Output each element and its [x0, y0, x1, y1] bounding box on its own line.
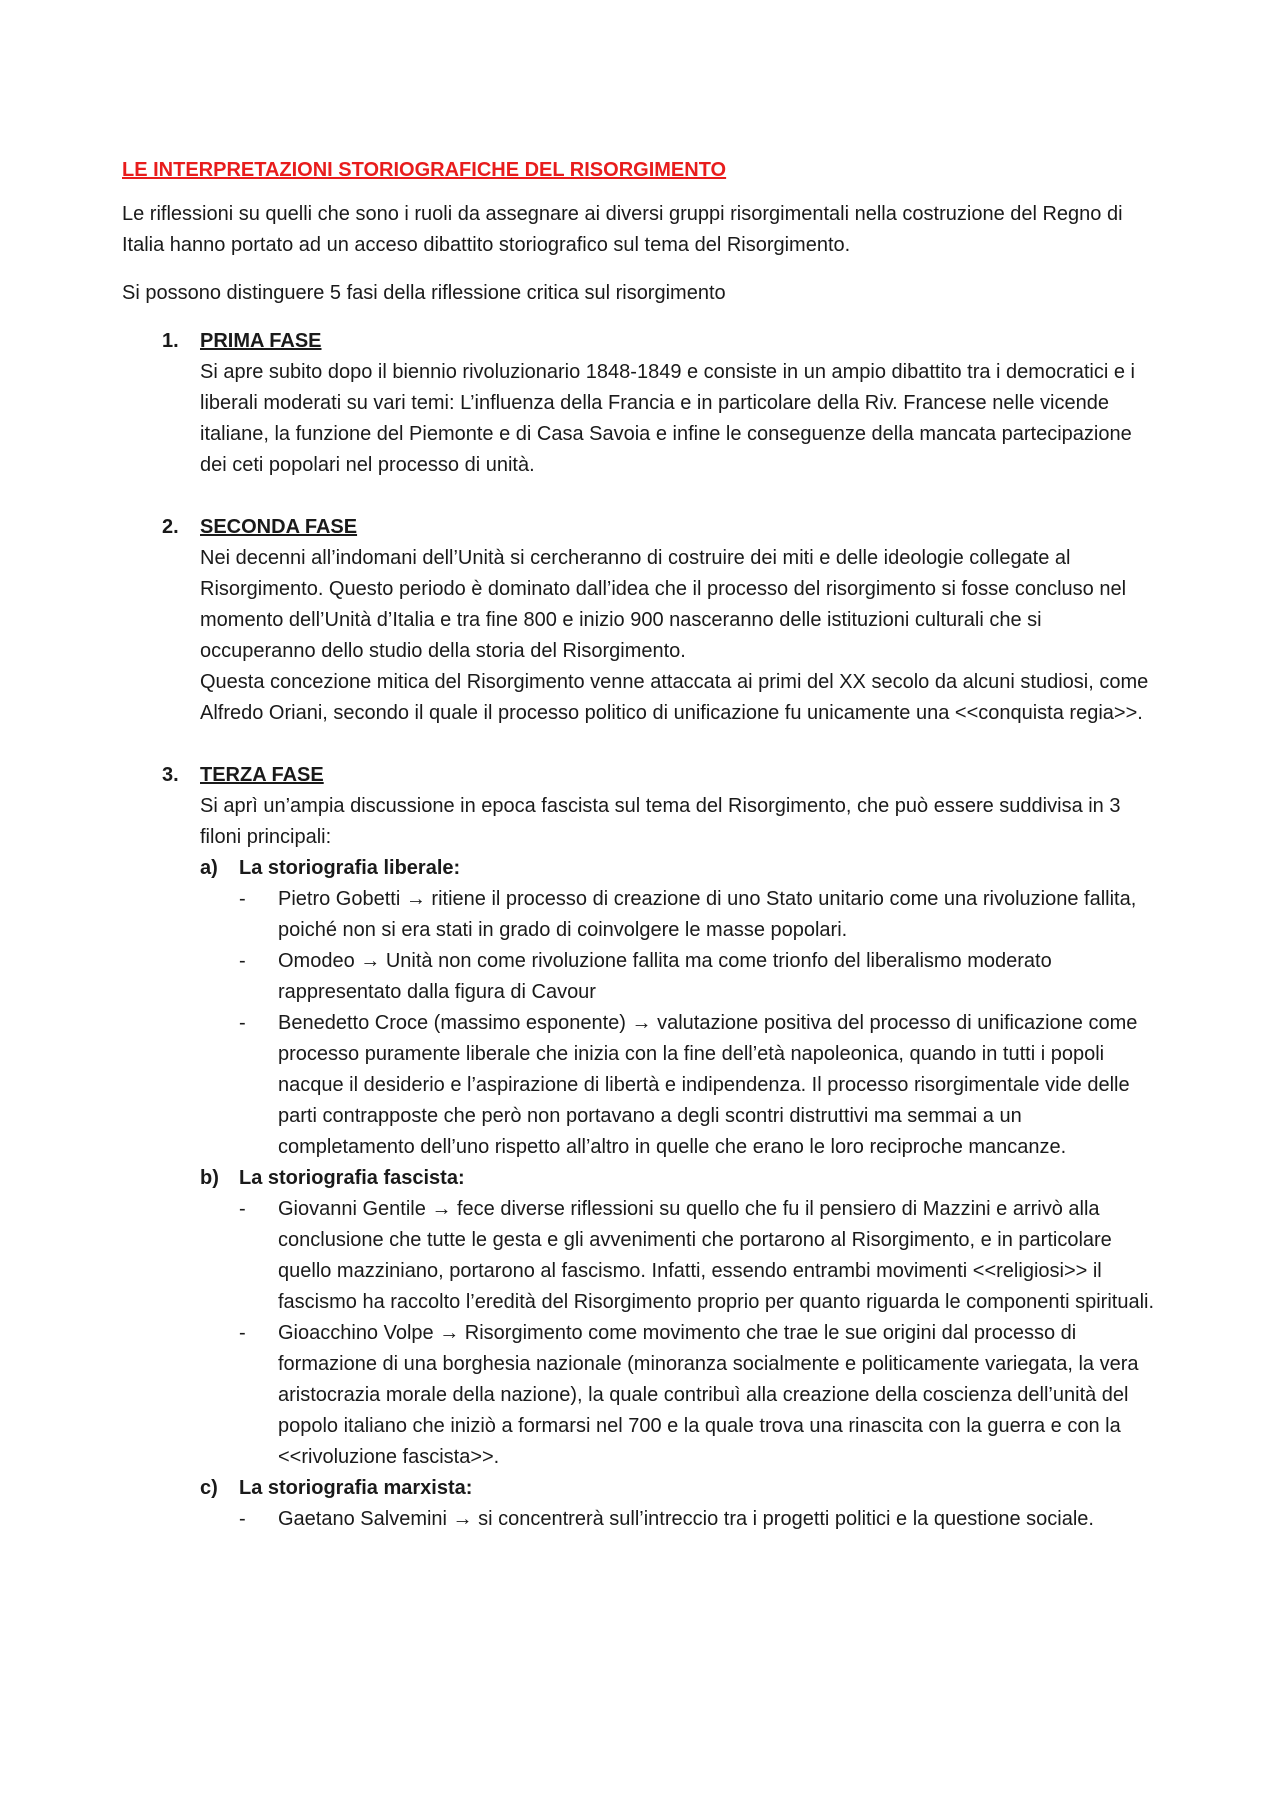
list-item — [239, 1504, 1160, 1535]
subsection-fascist — [200, 1163, 1160, 1473]
arrow-right-icon: → — [439, 1322, 460, 1344]
phase-number: 3. — [162, 764, 179, 786]
dash-bullet: - — [239, 1012, 246, 1034]
document-title: LE INTERPRETAZIONI STORIOGRAFICHE DEL RISORGIMENTO — [122, 159, 727, 181]
list-item — [239, 946, 1160, 1008]
dash-bullet: - — [239, 1508, 246, 1530]
subsection-letter: a) — [200, 857, 218, 879]
phase-3 — [122, 760, 1160, 1535]
author-name: Giovanni Gentile — [278, 1198, 426, 1220]
author-list — [239, 1194, 1160, 1473]
dash-bullet: - — [239, 888, 246, 910]
arrow-right-icon: → — [360, 950, 381, 972]
author-name: Omodeo — [278, 950, 355, 972]
phase-2 — [122, 512, 1160, 729]
author-description: fece diverse riflessioni su quello che fu il pensiero di Mazzini e arrivò alla conclusione che tutte le gesta e gli avvenimenti che portarono al Risorgimento, e in particolare quello mazziniano, portarono al fascismo. Infatti, essendo entrambi movimenti <<religiosi>> il fascismo ha raccolto l’eredità del Risorgimento proprio per quanto riguarda le componenti spirituali. — [278, 1198, 1155, 1313]
phase-text: Si apre subito dopo il biennio rivoluzionario 1848-1849 e consiste in un ampio dibattito tra i democratici e i liberali moderati su vari temi: L’influenza della Francia e in particolare della Riv. Francese nelle vicende italiane, la funzione del Piemonte e di Casa Savoia e infine le conseguenze della mancata partecipazione dei ceti popolari nel processo di unità. — [200, 361, 1135, 476]
author-description: Risorgimento come movimento che trae le sue origini dal processo di formazione di una borghesia nazionale (minoranza socialmente e politicamente variegata, la vera aristocrazia morale della nazione), la quale contribuì alla creazione della coscienza dell’unità del popolo italiano che iniziò a formarsi nel 700 e la quale trova una rinascita con la guerra e con la <<rivoluzione fascista>>. — [278, 1322, 1139, 1468]
phase-text: Si aprì un’ampia discussione in epoca fascista sul tema del Risorgimento, che può essere suddivisa in 3 filoni principali: — [200, 795, 1121, 848]
subsection-letter: c) — [200, 1477, 218, 1499]
subsection-letter: b) — [200, 1167, 219, 1189]
list-item — [239, 884, 1160, 946]
intro-paragraph: Si possono distinguere 5 fasi della riflessione critica sul risorgimento — [122, 282, 726, 304]
author-description: Unità non come rivoluzione fallita ma come trionfo del liberalismo moderato rappresentato dalla figura di Cavour — [278, 950, 1052, 1003]
phase-number: 2. — [162, 516, 179, 538]
dash-bullet: - — [239, 1322, 246, 1344]
arrow-right-icon: → — [405, 888, 426, 910]
list-item — [239, 1194, 1160, 1318]
author-name: Gaetano Salvemini — [278, 1508, 447, 1530]
arrow-right-icon: → — [431, 1198, 452, 1220]
subsection-title: La storiografia liberale: — [239, 857, 461, 879]
subsection-marxist — [200, 1473, 1160, 1535]
arrow-right-icon: → — [452, 1508, 473, 1530]
arrow-right-icon: → — [631, 1012, 652, 1034]
phase-title: TERZA FASE — [200, 764, 324, 786]
subsection-title: La storiografia marxista: — [239, 1477, 473, 1499]
author-list — [239, 884, 1160, 1163]
phase-text: Questa concezione mitica del Risorgimento venne attaccata ai primi del XX secolo da alcuni studiosi, come Alfredo Oriani, secondo il quale il processo politico di unificazione fu unicamente una <<conquista regia>>. — [200, 671, 1149, 724]
phase-number: 1. — [162, 330, 179, 352]
author-name: Benedetto Croce (massimo esponente) — [278, 1012, 626, 1034]
author-description: valutazione positiva del processo di unificazione come processo puramente liberale che inizia con la fine dell’età napoleonica, quando in tutti i popoli nacque il desiderio e l’aspirazione di libertà e indipendenza. Il processo risorgimentale vide delle parti contrapposte che però non portavano a degli scontri distruttivi ma semmai a un completamento dell’uno rispetto all’altro in quelle che erano le loro reciproche mancanze. — [278, 1012, 1138, 1158]
phase-1 — [122, 326, 1160, 481]
list-item — [239, 1318, 1160, 1473]
intro-paragraph: Le riflessioni su quelli che sono i ruoli da assegnare ai diversi gruppi risorgimentali nella costruzione del Regno di Italia hanno portato ad un acceso dibattito storiografico sul tema del Risorgimento. — [122, 203, 1123, 256]
phase-title: SECONDA FASE — [200, 516, 358, 538]
phase-text: Nei decenni all’indomani dell’Unità si cercheranno di costruire dei miti e delle ideologie collegate al Risorgimento. Questo periodo è dominato dall’idea che il processo del risorgimento si fosse concluso nel momento dell’Unità d’Italia e tra fine 800 e inizio 900 nasceranno delle istituzioni culturali che si occuperanno dello studio della storia del Risorgimento. — [200, 547, 1127, 662]
author-list — [239, 1504, 1160, 1535]
author-description: si concentrerà sull’intreccio tra i progetti politici e la questione sociale. — [478, 1508, 1094, 1530]
list-item — [239, 1008, 1160, 1163]
subsection-liberal — [200, 853, 1160, 1163]
author-name: Gioacchino Volpe — [278, 1322, 434, 1344]
author-name: Pietro Gobetti — [278, 888, 401, 910]
phase-title: PRIMA FASE — [200, 330, 322, 352]
author-description: ritiene il processo di creazione di uno Stato unitario come una rivoluzione fallita, poiché non si era stati in grado di coinvolgere le masse popolari. — [278, 888, 1137, 941]
dash-bullet: - — [239, 950, 246, 972]
subsection-title: La storiografia fascista: — [239, 1167, 465, 1189]
dash-bullet: - — [239, 1198, 246, 1220]
